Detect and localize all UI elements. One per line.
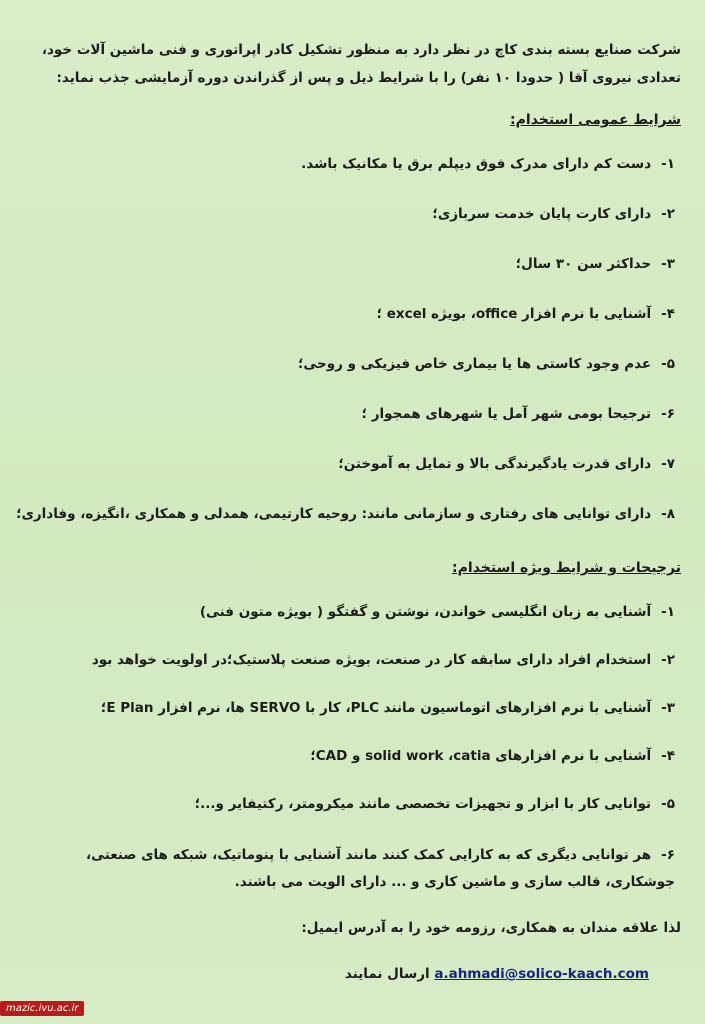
item-text: عدم وجود کاستی ها یا بیماری خاص فیزیکی و روحی؛ — [298, 356, 652, 372]
list-item — [18, 354, 681, 374]
item-number: ۷- — [661, 456, 675, 472]
item-text: ترجیحا بومی شهر آمل یا شهرهای همجوار ؛ — [361, 406, 652, 422]
item-number: ۳- — [661, 700, 675, 716]
list-item — [18, 404, 681, 424]
list-item — [18, 842, 681, 896]
list-item — [18, 602, 681, 622]
closing-paragraph: لذا علاقه مندان به همکاری، رزومه خود را به آدرس ایمیل: — [301, 920, 681, 936]
item-number: ۱- — [661, 604, 675, 620]
intro-paragraph: شرکت صنایع بسته بندی کاچ در نظر دارد به منظور تشکیل کادر اپراتوری و فنی ماشین آلات خود، تعدادی نیروی آقا ( حدودا ۱۰ نفر) را با شرایط ذیل و پس از گذراندن دوره آزمایشی جذب نماید: — [41, 42, 681, 86]
site-watermark: mazic.ivu.ac.ir — [0, 1001, 84, 1016]
general-conditions-list — [18, 154, 681, 524]
item-text: دارای قدرت یادگیرندگی بالا و تمایل به آموختن؛ — [338, 456, 652, 472]
item-number: ۳- — [661, 256, 675, 272]
special-conditions-heading: ترجیحات و شرایط ویژه استخدام: — [452, 560, 681, 576]
item-text: استخدام افراد دارای سابقه کار در صنعت، بویژه صنعت پلاستیک؛در اولویت خواهد بود — [91, 652, 652, 668]
item-number: ۸- — [661, 506, 675, 522]
email-suffix: ارسال نمایند — [344, 966, 430, 982]
item-number: ۱- — [661, 156, 675, 172]
item-text: حداکثر سن ۳۰ سال؛ — [515, 256, 652, 272]
list-item — [18, 204, 681, 224]
list-item — [18, 794, 681, 814]
list-item — [18, 304, 681, 324]
list-item — [18, 650, 681, 670]
list-item — [18, 746, 681, 766]
item-text: آشنایی با نرم افزارهای solid work ،catia و CAD؛ — [310, 748, 652, 764]
item-number: ۲- — [661, 206, 675, 222]
announcement — [18, 36, 681, 982]
item-number: ۴- — [661, 306, 675, 322]
item-number: ۶- — [661, 406, 675, 422]
item-text: آشنایی با نرم افزار office، بویژه excel ؛ — [376, 306, 652, 322]
item-number: ۵- — [661, 356, 675, 372]
item-text: آشنایی به زبان انگلیسی خواندن، نوشتن و گفتگو ( بویژه متون فنی) — [199, 604, 652, 620]
item-number: ۵- — [661, 796, 675, 812]
item-text: دست کم دارای مدرک فوق دیپلم برق یا مکانیک باشد. — [301, 156, 652, 172]
list-item — [18, 454, 681, 474]
list-item — [18, 504, 681, 524]
item-number: ۴- — [661, 748, 675, 764]
item-number: ۶- — [661, 847, 675, 863]
item-text: دارای کارت پایان خدمت سربازی؛ — [432, 206, 652, 222]
list-item — [18, 254, 681, 274]
item-text: هر توانایی دیگری که به کارایی کمک کنند مانند آشنایی با پنوماتیک، شبکه های صنعتی، جوشکاری، قالب سازی و ماشین کاری و ... دارای الویت می باشند. — [85, 847, 675, 890]
email-line — [18, 966, 681, 982]
item-text: توانایی کار با ابزار و تجهیزات تخصصی مانند میکرومتر، رکتیفایر و...؛ — [194, 796, 652, 812]
list-item — [18, 154, 681, 174]
list-item — [18, 698, 681, 718]
general-conditions-heading: شرایط عمومی استخدام: — [510, 112, 681, 128]
special-conditions-list — [18, 602, 681, 896]
item-text: دارای توانایی های رفتاری و سازمانی مانند: روحیه کارتیمی، همدلی و همکاری ،انگیزه، وفاداری؛ — [16, 506, 652, 522]
email-link[interactable]: a.ahmadi@solico-kaach.com — [434, 966, 649, 982]
item-number: ۲- — [661, 652, 675, 668]
item-text: آشنایی با نرم افزارهای اتوماسیون مانند PLC، کار با SERVO ها، نرم افزار E Plan؛ — [100, 700, 652, 716]
